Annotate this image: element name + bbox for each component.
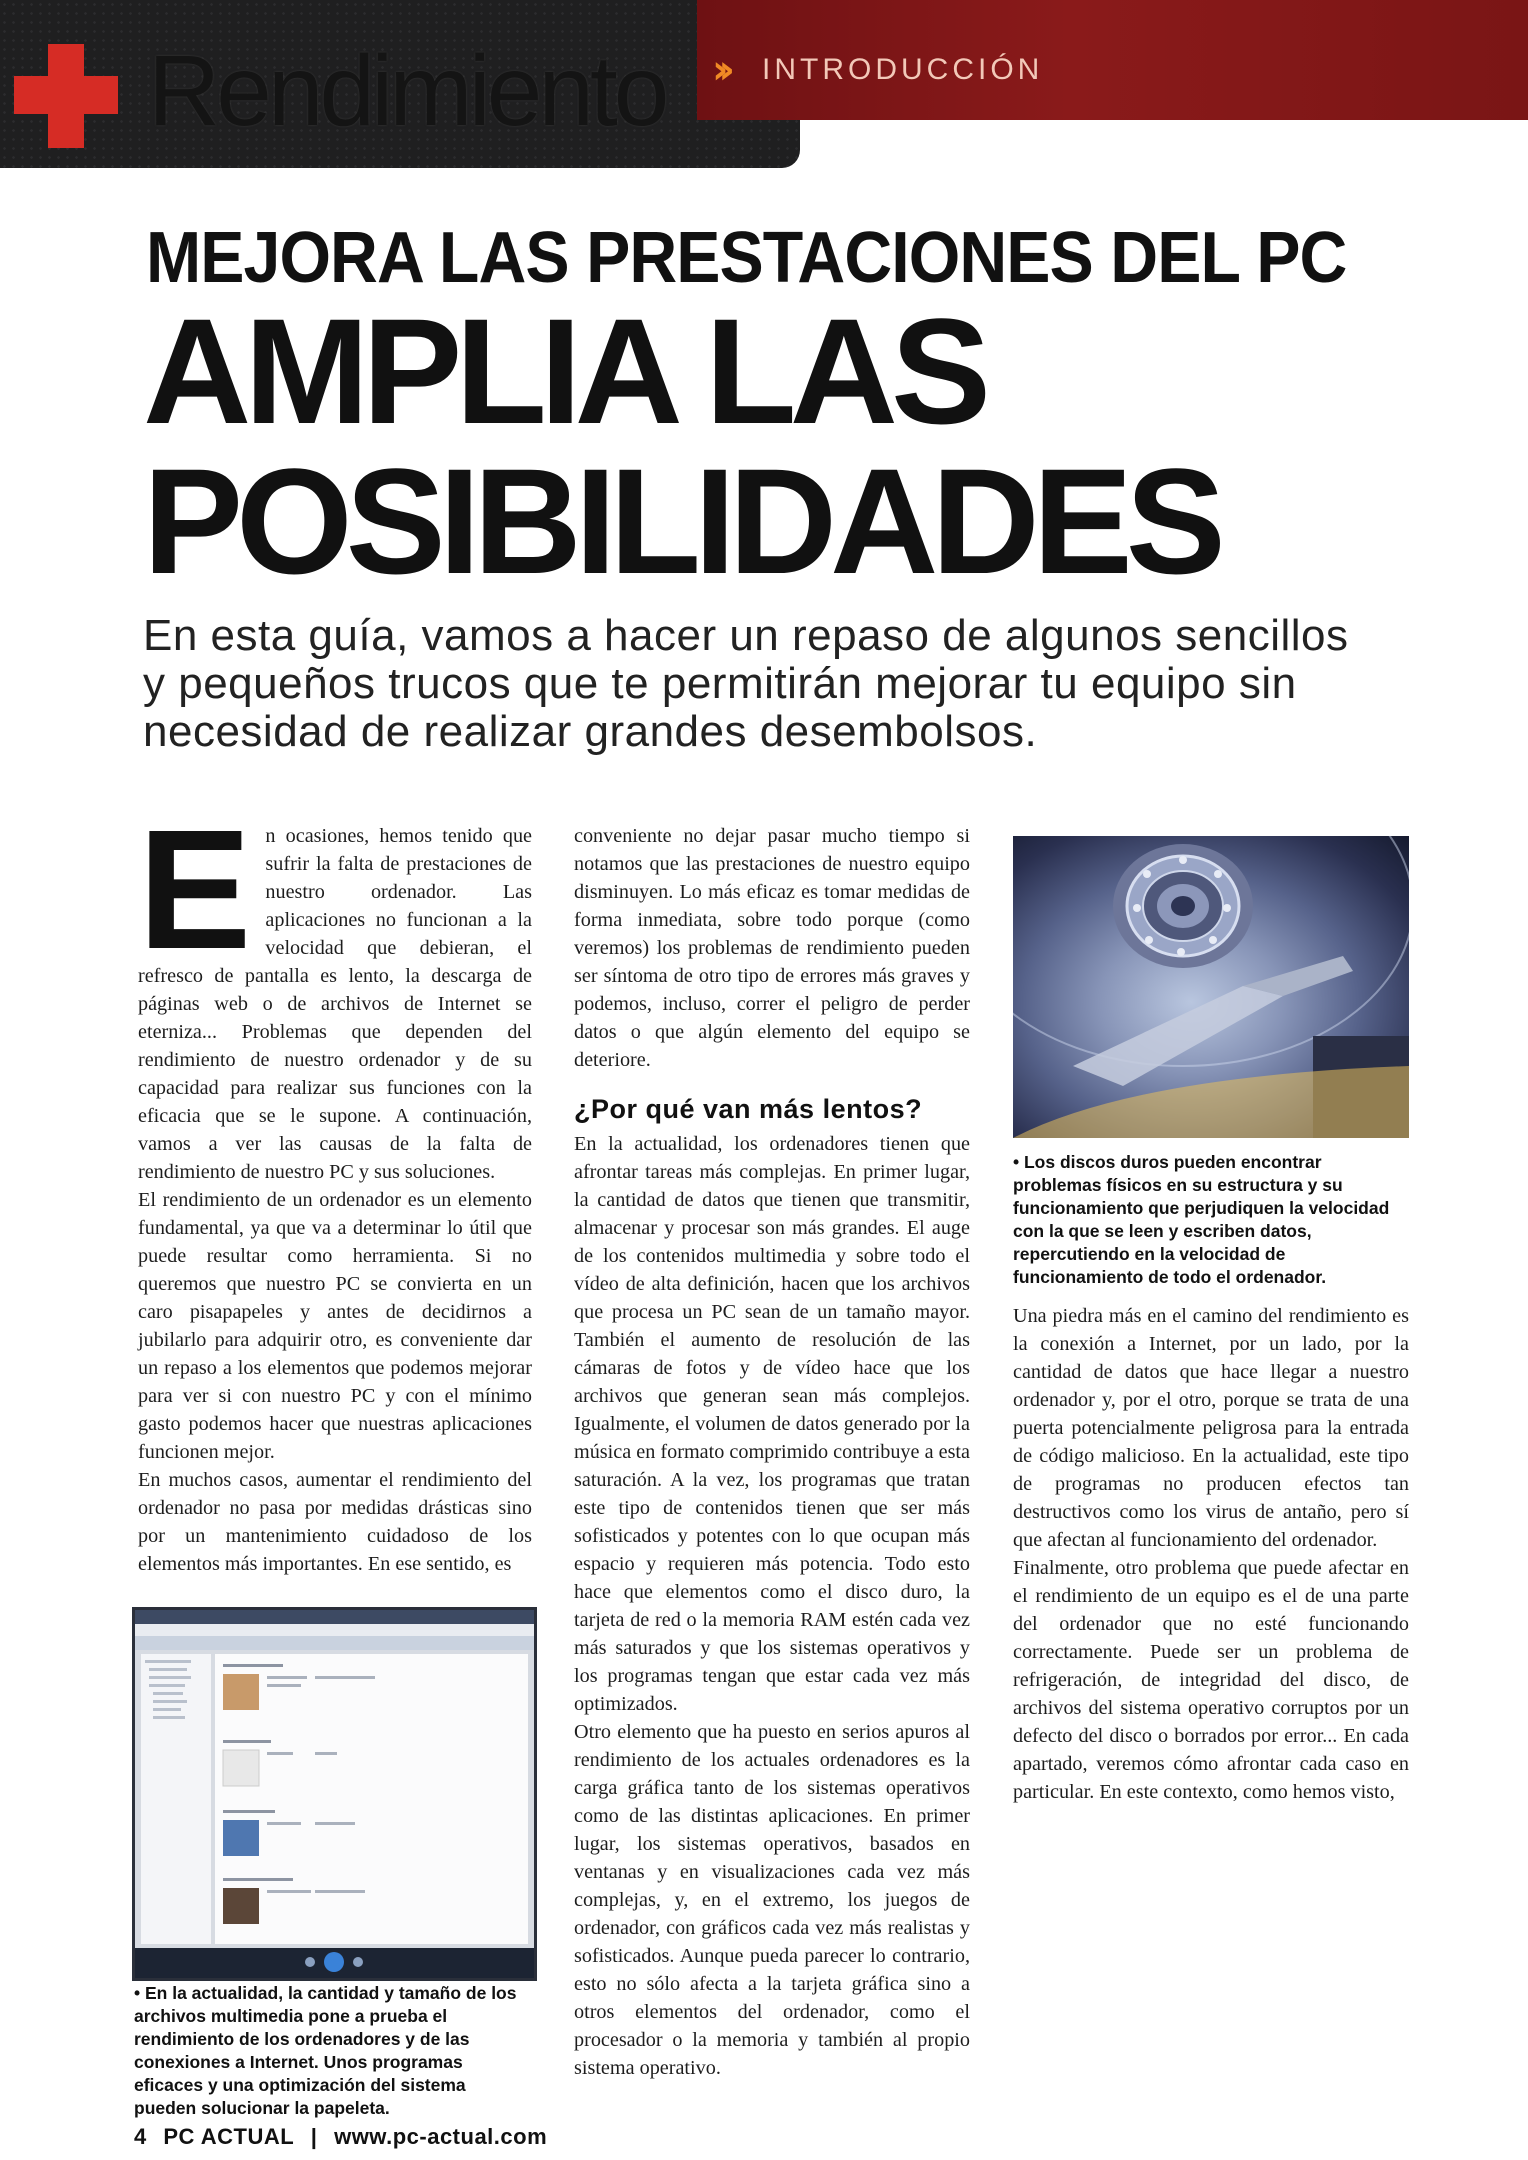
magazine-url: www.pc-actual.com [334, 2124, 548, 2149]
column-3 [1013, 1302, 1409, 1806]
media-caption: • En la actualidad, la cantidad y tamaño de los archivos multimedia pone a prueba el rendimiento de los ordenadores y de las conexiones a Internet. Unos programas eficaces y una optimización del sistema pueden solucionar la papeleta. [134, 1983, 517, 2118]
media-player-screenshot [132, 1607, 537, 1981]
paragraph-3-continued: conveniente no dejar pasar mucho tiempo si notamos que las prestaciones de nuestro equipo disminuyen. Lo más eficaz es tomar medidas de forma inmediata, sobre todo porque (como veremos) los problemas de rendimiento pueden ser síntoma de otro tipo de errores más graves y podemos, incluso, correr el peligro de perder datos o que algún elemento del equipo se deteriore. [574, 825, 970, 1071]
double-chevron-icon: ›› [712, 47, 725, 93]
headline [143, 287, 1219, 605]
paragraph-4: En la actualidad, los ordenadores tienen que afrontar tareas más complejas. En primer lugar, la cantidad de datos que tienen que transmitir, almacenar y procesar son más grandes. El auge de los contenidos multimedia y sobre todo el vídeo de alta definición, hacen que los archivos que procesa un PC sean de un tamaño mayor. También el aumento de resolución de las cámaras de fotos y de vídeo hace que los archivos que generan sean más complejos. Igualmente, el volumen de datos generado por la música en formato comprimido contribuye a esta saturación. A la vez, los programas que tratan este tipo de contenidos tienen que ser más sofisticados y potentes con lo que ocupan más espacio y requieren más potencia. Todo esto hace que elementos como el disco duro, la tarjeta de red o la memoria RAM estén cada vez más saturados y que los sistemas operativos y los programas tengan que estar cada vez más optimizados. [574, 1133, 970, 1715]
headline-line-1: AMPLIA LAS [143, 287, 985, 455]
magazine-name: PC ACTUAL [163, 2124, 295, 2149]
kicker: MEJORA LAS PRESTACIONES DEL PC [146, 218, 1347, 298]
drop-cap: E [138, 795, 252, 985]
paragraph-3: En muchos casos, aumentar el rendimiento del ordenador no pasa por medidas drásticas sino por un mantenimiento cuidadoso de los elementos más importantes. En ese sentido, es [138, 1469, 532, 1575]
footer-separator: | [310, 2124, 318, 2149]
paragraph-2: El rendimiento de un ordenador es un elemento fundamental, ya que va a determinar lo útil que puede resultar como herramienta. Si no queremos que nuestro PC se convierta en un caro pisapapeles y antes de decidirnos a jubilarlo para adquirir otro, es conveniente dar un repaso a los elementos que podemos mejorar para ver si con nuestro PC y con el mínimo gasto podemos hacer que nuestras aplicaciones funcionen mejor. [138, 1189, 532, 1463]
paragraph-5: Otro elemento que ha puesto en serios apuros al rendimiento de los actuales ordenadores es la carga gráfica tanto de los sistemas operativos como de las distintas aplicaciones. En primer lugar, los sistemas operativos, basados en ventanas y en visualizaciones cada vez más complejas, y, en el extremo, los juegos de ordenador, con gráficos cada vez más realistas y sofisticados. Aunque pueda parecer lo contrario, esto no sólo afecta a la tarjeta gráfica sino a otros elementos del ordenador, como el procesador o la memoria y también al propio sistema operativo. [574, 1721, 970, 2079]
lead-paragraph: En esta guía, vamos a hacer un repaso de algunos sencillos y pequeños trucos que te permitirán mejorar tu equipo sin necesidad de realizar grandes desembolsos. [143, 611, 1349, 756]
headline-line-2: POSIBILIDADES [143, 437, 1219, 605]
paragraph-1: n ocasiones, hemos tenido que sufrir la falta de prestaciones de nuestro ordenador. Las aplicaciones no funcionan a la velocidad que debieran, el refresco de pantalla es lento, la descarga de páginas web o de archivos de Internet se eterniza... Problemas que dependen del rendimiento de nuestro ordenador y de su capacidad para realizar sus funciones con la eficacia que se le supone. A continuación, vamos a ver las causas de la falta de rendimiento de nuestro PC y sus soluciones. [138, 825, 532, 1183]
column-2 [574, 822, 970, 2082]
page-footer [134, 2124, 557, 2150]
section-label: INTRODUCCIÓN [762, 53, 1044, 86]
paragraph-7: Finalmente, otro problema que puede afectar en el rendimiento de un equipo es el de una parte del ordenador que no esté funcionando correctamente. Puede ser un problema de refrigeración, de integridad del disco, de archivos del sistema operativo corruptos por un defecto del disco o borrados por error... En cada apartado, veremos cómo afrontar cada caso en particular. En este contexto, como hemos visto, [1013, 1557, 1409, 1803]
hard-disk-photo [1013, 836, 1409, 1138]
media-player-image [135, 1610, 534, 1978]
page-number: 4 [134, 2124, 147, 2149]
hard-disk-image [1013, 836, 1409, 1138]
plus-icon-bar [14, 76, 118, 114]
disk-caption: • Los discos duros pueden encontrar problemas físicos en su estructura y su funcionamiento que perjudiquen la velocidad con la que se leen y escriben datos, repercutiendo en la velocidad de funcionamiento de todo el ordenador. [1013, 1152, 1390, 1287]
column-1 [138, 795, 532, 1578]
section-name: Rendimiento [148, 35, 666, 147]
section-banner [0, 0, 1528, 170]
paragraph-6: Una piedra más en el camino del rendimiento es la conexión a Internet, por un lado, por la cantidad de datos que hace llegar a nuestro ordenador y, por el otro, porque se trata de una puerta potencialmente peligrosa para la entrada de código malicioso. En la actualidad, este tipo de programas no producen efectos tan destructivos como los virus de antaño, pero sí que afectan al funcionamiento del ordenador. [1013, 1305, 1409, 1551]
subheading: ¿Por qué van más lentos? [574, 1094, 923, 1124]
